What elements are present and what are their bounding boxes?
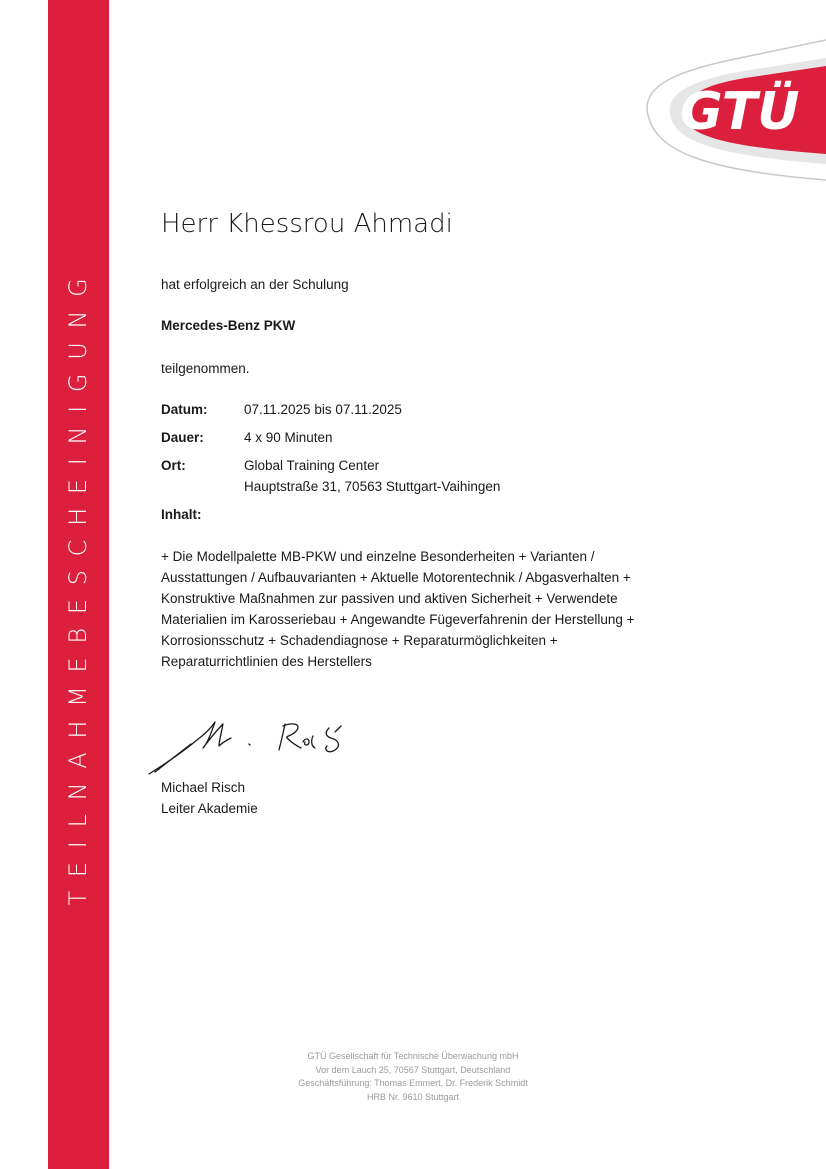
outro-text: teilgenommen. — [161, 361, 250, 376]
location-label: Ort: — [161, 458, 186, 473]
recipient-name: Herr Khessrou Ahmadi — [161, 209, 453, 239]
location-line2: Hauptstraße 31, 70563 Stuttgart-Vaihingen — [244, 479, 501, 494]
signer-title: Leiter Akademie — [161, 801, 258, 816]
content-line: Konstruktive Maßnahmen zur passiven und aktiven Sicherheit + Verwendete — [161, 591, 618, 606]
location-line1: Global Training Center — [244, 458, 380, 473]
footer-line: GTÜ Gesellschaft für Technische Überwachung mbH — [307, 1051, 519, 1061]
course-content — [161, 546, 721, 672]
duration-label: Dauer: — [161, 430, 204, 445]
content-line: Reparaturrichtlinien des Herstellers — [161, 654, 372, 669]
content-line: + Die Modellpalette MB-PKW und einzelne Besonderheiten + Varianten / — [161, 549, 595, 564]
gtu-logo — [620, 30, 826, 200]
content-line: Ausstattungen / Aufbauvarianten + Aktuelle Motorentechnik / Abgasverhalten + — [161, 570, 631, 585]
footer-line: HRB Nr. 9610 Stuttgart — [366, 1091, 460, 1102]
handwritten-signature — [145, 712, 365, 782]
footer-line: Geschäftsführung: Thomas Emmert, Dr. Frederik Schmidt — [298, 1078, 528, 1088]
duration-value: 4 x 90 Minuten — [244, 430, 333, 445]
course-title: Mercedes-Benz PKW — [161, 318, 296, 333]
footer-line: Vor dem Lauch 25, 70567 Stuttgart, Deutschland — [315, 1064, 511, 1075]
logo-text: GTÜ — [680, 82, 800, 142]
date-value: 07.11.2025 bis 07.11.2025 — [244, 402, 402, 417]
content-line: Materialien im Karosseriebau + Angewandte Fügeverfahrenin der Herstellung + — [161, 612, 635, 627]
date-label: Datum: — [161, 402, 208, 417]
signer-name: Michael Risch — [161, 780, 246, 795]
content-label: Inhalt: — [161, 507, 202, 522]
content-line: Korrosionsschutz + Schadendiagnose + Reparaturmöglichkeiten + — [161, 633, 558, 648]
document-type-title: TEILNAHMEBESCHEINIGUNG — [64, 264, 92, 906]
intro-text: hat erfolgreich an der Schulung — [161, 277, 349, 292]
signer-block — [161, 777, 258, 819]
company-footer — [180, 1050, 646, 1104]
